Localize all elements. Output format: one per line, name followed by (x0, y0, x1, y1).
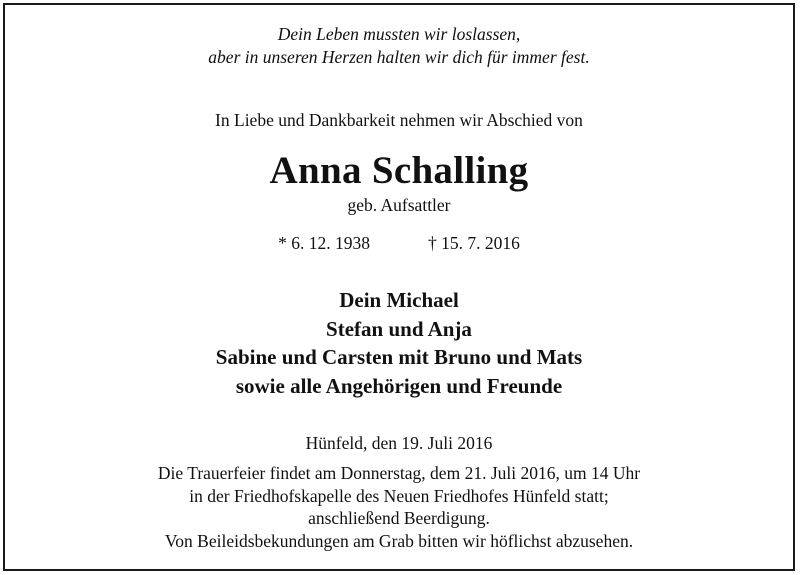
mourners-list (5, 286, 793, 400)
mourner-line: Sabine und Carsten mit Bruno und Mats (215, 345, 583, 369)
deceased-name: Anna Schalling (269, 149, 529, 192)
mourner-line: Stefan und Anja (326, 316, 472, 341)
intro-text: In Liebe und Dankbarkeit nehmen wir Abschied von (215, 110, 583, 130)
obituary-frame (3, 3, 795, 571)
notice-line: anschließend Beerdigung. (308, 508, 490, 529)
life-dates (5, 232, 793, 254)
quote-line: Dein Leben mussten wir loslassen, (277, 24, 521, 44)
birth-name: geb. Aufsattler (347, 195, 451, 215)
mourner-line: Dein Michael (339, 288, 459, 312)
notice-line: Die Trauerfeier findet am Donnerstag, dem 21. Juli 2016, um 14 Uhr (157, 463, 641, 483)
notice-line: Von Beileidsbekundungen am Grab bitten wir höflichst abzusehen. (164, 531, 634, 552)
mourner-line: sowie alle Angehörigen und Freunde (235, 373, 563, 398)
place-and-date: Hünfeld, den 19. Juli 2016 (305, 433, 493, 453)
notice-line: in der Friedhofskapelle des Neuen Friedhofes Hünfeld statt; (189, 485, 609, 506)
funeral-notice (5, 462, 793, 553)
memorial-quote (5, 23, 793, 69)
quote-line: aber in unseren Herzen halten wir dich für immer fest. (208, 47, 590, 67)
birth-date: * 6. 12. 1938 (278, 233, 370, 253)
death-date: † 15. 7. 2016 (428, 233, 520, 253)
